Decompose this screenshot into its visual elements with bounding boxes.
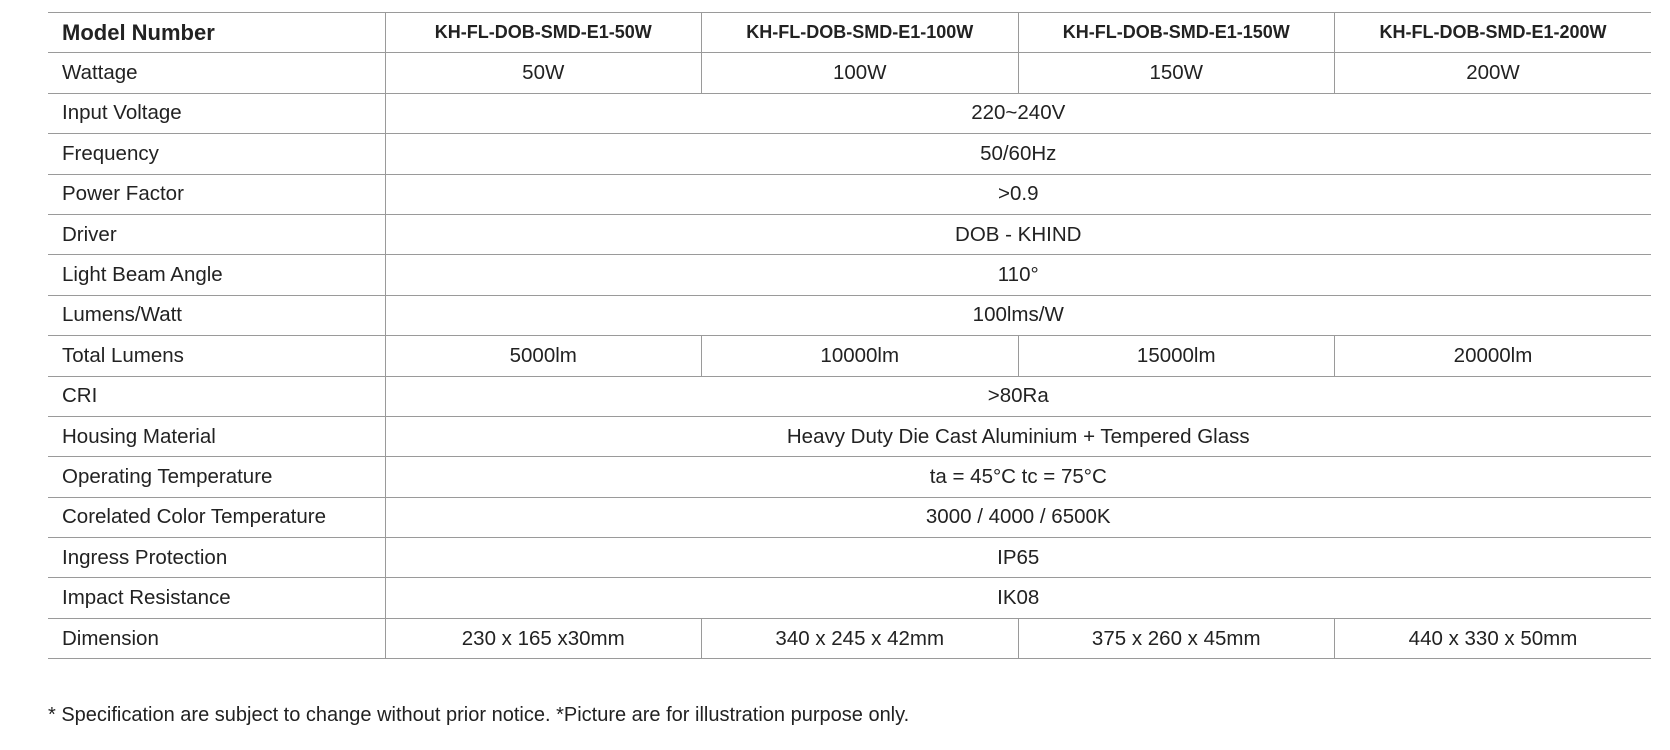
cell-value: IK08 — [385, 578, 1651, 618]
cell-value: 340 x 245 x 42mm — [702, 618, 1019, 658]
row-label: Housing Material — [48, 416, 385, 456]
row-label: Ingress Protection — [48, 538, 385, 578]
cell-value: 20000lm — [1335, 336, 1652, 376]
cell-value: ta = 45°C tc = 75°C — [385, 457, 1651, 497]
table-row — [48, 457, 1651, 497]
table-row — [48, 53, 1651, 93]
row-label: Frequency — [48, 134, 385, 174]
table-row — [48, 376, 1651, 416]
cell-value: 220~240V — [385, 93, 1651, 133]
model-number-150w: KH-FL-DOB-SMD-E1-150W — [1018, 13, 1335, 53]
model-number-200w: KH-FL-DOB-SMD-E1-200W — [1335, 13, 1652, 53]
cell-value: 440 x 330 x 50mm — [1335, 618, 1652, 658]
cell-value: 100lms/W — [385, 295, 1651, 335]
cell-value: 15000lm — [1018, 336, 1335, 376]
cell-value: IP65 — [385, 538, 1651, 578]
row-label: Driver — [48, 214, 385, 254]
row-label: Input Voltage — [48, 93, 385, 133]
table-row — [48, 336, 1651, 376]
model-number-50w: KH-FL-DOB-SMD-E1-50W — [385, 13, 702, 53]
spec-table — [48, 12, 1651, 659]
table-row — [48, 618, 1651, 658]
row-label: Total Lumens — [48, 336, 385, 376]
table-row — [48, 497, 1651, 537]
table-row — [48, 416, 1651, 456]
table-row — [48, 214, 1651, 254]
cell-value: DOB - KHIND — [385, 214, 1651, 254]
cell-value: >80Ra — [385, 376, 1651, 416]
cell-value: 3000 / 4000 / 6500K — [385, 497, 1651, 537]
cell-value: 5000lm — [385, 336, 702, 376]
cell-value: 375 x 260 x 45mm — [1018, 618, 1335, 658]
cell-value: 110° — [385, 255, 1651, 295]
table-row — [48, 255, 1651, 295]
spec-sheet — [48, 12, 1651, 659]
row-label: Dimension — [48, 618, 385, 658]
cell-value: 200W — [1335, 53, 1652, 93]
cell-value: 50W — [385, 53, 702, 93]
row-label: Impact Resistance — [48, 578, 385, 618]
model-number-100w: KH-FL-DOB-SMD-E1-100W — [702, 13, 1019, 53]
row-label: Lumens/Watt — [48, 295, 385, 335]
table-row — [48, 174, 1651, 214]
footnote: * Specification are subject to change without prior notice. *Picture are for illustration purpose only. — [48, 704, 910, 726]
table-row — [48, 93, 1651, 133]
row-label: Power Factor — [48, 174, 385, 214]
header-label: Model Number — [48, 13, 385, 53]
row-label: Wattage — [48, 53, 385, 93]
table-header-row — [48, 13, 1651, 53]
cell-value: 100W — [702, 53, 1019, 93]
cell-value: >0.9 — [385, 174, 1651, 214]
row-label: Operating Temperature — [48, 457, 385, 497]
row-label: Light Beam Angle — [48, 255, 385, 295]
row-label: CRI — [48, 376, 385, 416]
cell-value: 50/60Hz — [385, 134, 1651, 174]
cell-value: 10000lm — [702, 336, 1019, 376]
cell-value: Heavy Duty Die Cast Aluminium + Tempered Glass — [385, 416, 1651, 456]
table-row — [48, 134, 1651, 174]
row-label: Corelated Color Temperature — [48, 497, 385, 537]
cell-value: 150W — [1018, 53, 1335, 93]
cell-value: 230 x 165 x30mm — [385, 618, 702, 658]
table-row — [48, 538, 1651, 578]
table-row — [48, 295, 1651, 335]
table-row — [48, 578, 1651, 618]
